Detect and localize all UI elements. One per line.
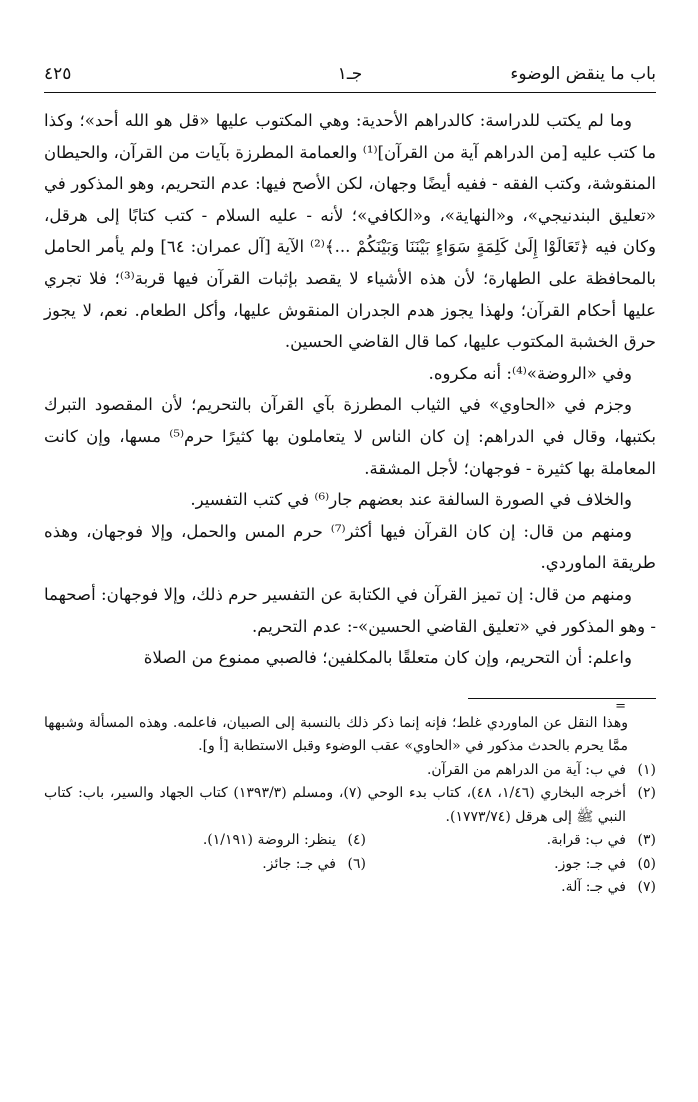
- footnote-number: (٤): [347, 832, 366, 849]
- footnote-continuation-mark: =: [615, 698, 626, 714]
- footnote-text: في ب: آية من الدراهم من القرآن.: [426, 761, 626, 778]
- paragraph: وجزم في «الحاوي» في الثياب المطرزة بآي القرآن بالتحريم؛ لأن المقصود التبرك بكتبها، وقال في الدراهم: إن كان الناس لا يتعاملون بها كثيرًا حرم⁽⁵⁾ مسها، وإن كانت المعاملة بها كثيرة - فوجهان؛ لأجل المشقة.: [44, 395, 656, 478]
- footnote: [76, 829, 366, 853]
- main-text: [44, 105, 656, 674]
- footnote-text: في جـ: جوز.: [554, 855, 626, 872]
- paragraph: واعلم: أن التحريم، وإن كان متعلقًا بالمكلفين؛ فالصبي ممنوع من الصلاة: [143, 648, 632, 668]
- footnote-number: (٣): [637, 832, 656, 849]
- footnote-continuation: وهذا النقل عن الماوردي غلط؛ فإنه إنما ذكر ذلك بالنسبة إلى الصبيان، فاعلمه. وهذه المسألة وشبهها ممَّا يحرم بالحدث مذكور في «الحاوي» عقب الوضوء وقبل الاستطابة [أ و].: [44, 714, 628, 755]
- paragraph: ومنهم من قال: إن تميز القرآن في الكتابة عن التفسير حرم ذلك، وإلا فوجهان: أصحهما - وهو المذكور في «تعليق القاضي الحسين»-: عدم التحريم.: [44, 584, 656, 636]
- paragraph: وفي «الروضة»⁽⁴⁾: أنه مكروه.: [428, 363, 632, 383]
- footnote: [76, 853, 366, 877]
- footnote-text: في جـ: آلة.: [561, 879, 626, 896]
- footnote: [366, 876, 656, 900]
- paragraph: والخلاف في الصورة السالفة عند بعضهم جار⁽⁶⁾ في كتب التفسير.: [190, 490, 632, 510]
- footnote-rule: [44, 694, 656, 714]
- footnote: [366, 853, 656, 877]
- footnote-text: في ب: قرابة.: [546, 832, 626, 849]
- footnote-number: (٥): [637, 855, 656, 872]
- footnote-number: (٢): [637, 785, 656, 802]
- footnote: [44, 759, 656, 783]
- book-page: [44, 62, 656, 900]
- paragraph: وما لم يكتب للدراسة: كالدراهم الأحدية: وهي المكتوب عليها «قل هو الله أحد»؛ وكذا ما كتب عليه [من الدراهم آية من القرآن]⁽¹⁾ والعمامة المطرزة بآيات من القرآن، والحيطان المنقوشة، وكتب الفقه - ففيه أيضًا وجهان، لكن الأصح فيها: عدم التحريم، وهو المذكور في «تعليق البندنيجي»، و«النهاية»، و«الكافي»؛ لأنه - عليه السلام - كتب كتابًا إلى هرقل، وكان فيه ﴿تَعَالَوْا إِلَىٰ كَلِمَةٍ سَوَاءٍ بَيْنَنَا وَبَيْنَكُمْ ...﴾⁽²⁾ الآية [آل عمران: ٦٤] ولم يأمر الحامل بالمحافظة على الطهارة؛ لأن هذه الأشياء لا يقصد بإثبات القرآن فيها قربة⁽³⁾؛ فلا تجري عليها أحكام القرآن؛ ولهذا يجوز هدم الجدران المنقوش عليها، وأكل الطعام. نعم، لا يجوز حرق الخشبة المكتوب عليها، كما قال القاضي الحسين.: [44, 111, 656, 352]
- footnote-text: في جـ: جائز.: [262, 855, 336, 872]
- page-number: ٤٢٥: [44, 64, 72, 84]
- footnote: [366, 829, 656, 853]
- footnote-text: ينظر: الروضة (١/١٩١).: [202, 832, 336, 849]
- footnote: [44, 782, 656, 829]
- chapter-title: باب ما ينقض الوضوء: [510, 64, 656, 84]
- running-header: [44, 62, 656, 93]
- footnotes: [44, 712, 656, 900]
- footnote-number: (١): [637, 761, 656, 778]
- footnote-number: (٧): [637, 879, 656, 896]
- volume-label: جـ١: [337, 64, 363, 84]
- paragraph: ومنهم من قال: إن كان القرآن فيها أكثر⁽⁷⁾ حرم المس والحمل، وإلا فوجهان، وهذه طريقة الماوردي.: [44, 521, 656, 573]
- footnote-text: أخرجه البخاري (١/٤٦، ٤٨)، كتاب بدء الوحي (٧)، ومسلم (١٣٩٣/٣) كتاب الجهاد والسير، باب: كتاب النبي ﷺ إلى هرقل (١٧٧٣/٧٤).: [44, 785, 626, 825]
- footnote-number: (٦): [347, 855, 366, 872]
